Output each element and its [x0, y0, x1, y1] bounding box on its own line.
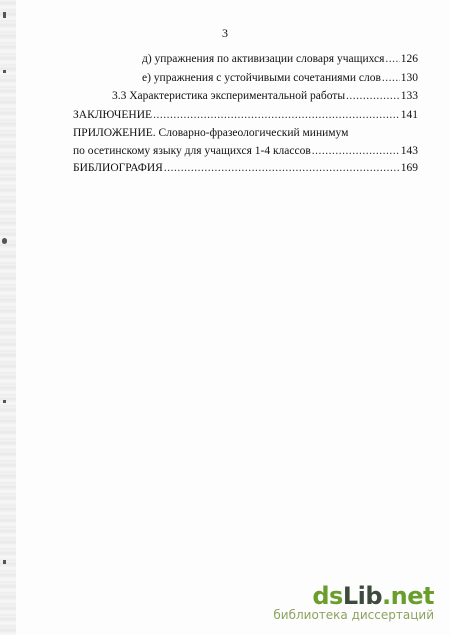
watermark-logo — [273, 583, 434, 609]
logo-part-ds: ds — [312, 582, 343, 610]
watermark-subtitle: библиотека диссертаций — [273, 608, 434, 622]
toc-entry-page: 143 — [400, 145, 418, 157]
logo-part-lib: Lib — [342, 582, 383, 610]
toc-leader — [153, 108, 400, 122]
toc-entry-title: е) упражнения с устойчивыми сочетаниями слов — [142, 72, 381, 84]
toc-entry-title: по осетинскому языку для учащихся 1-4 классов — [73, 145, 311, 157]
toc-entry-appendix — [73, 144, 418, 158]
toc-entry-page: 126 — [400, 53, 418, 65]
toc-leader — [346, 89, 400, 103]
toc-entry-title: ЗАКЛЮЧЕНИЕ — [73, 109, 153, 121]
toc-entry-3-3 — [112, 89, 418, 103]
toc-entry-page: 133 — [400, 90, 418, 102]
toc-entry-title: БИБЛИОГРАФИЯ — [73, 162, 163, 174]
toc-entry-page: 130 — [400, 72, 418, 84]
toc-entry-conclusion — [73, 108, 418, 122]
toc-entry-page: 169 — [400, 162, 418, 174]
toc-entry-page: 141 — [400, 109, 418, 121]
toc-entry-title: д) упражнения по активизации словаря учащихся — [142, 53, 385, 65]
toc-entry-appendix-title: ПРИЛОЖЕНИЕ. Словарно-фразеологический минимум — [73, 127, 349, 139]
toc-entry-d — [142, 52, 418, 66]
toc-entry-bibliography — [73, 161, 418, 175]
watermark[interactable] — [273, 583, 434, 622]
page-number: 3 — [222, 26, 228, 40]
logo-part-net: .net — [382, 582, 434, 610]
toc-leader — [164, 161, 400, 175]
toc-leader — [385, 52, 399, 66]
toc-leader — [382, 71, 400, 85]
toc-entry-title: 3.3 Характеристика экспериментальной работы — [112, 90, 346, 102]
toc-leader — [312, 144, 400, 158]
toc-entry-e — [142, 71, 418, 85]
